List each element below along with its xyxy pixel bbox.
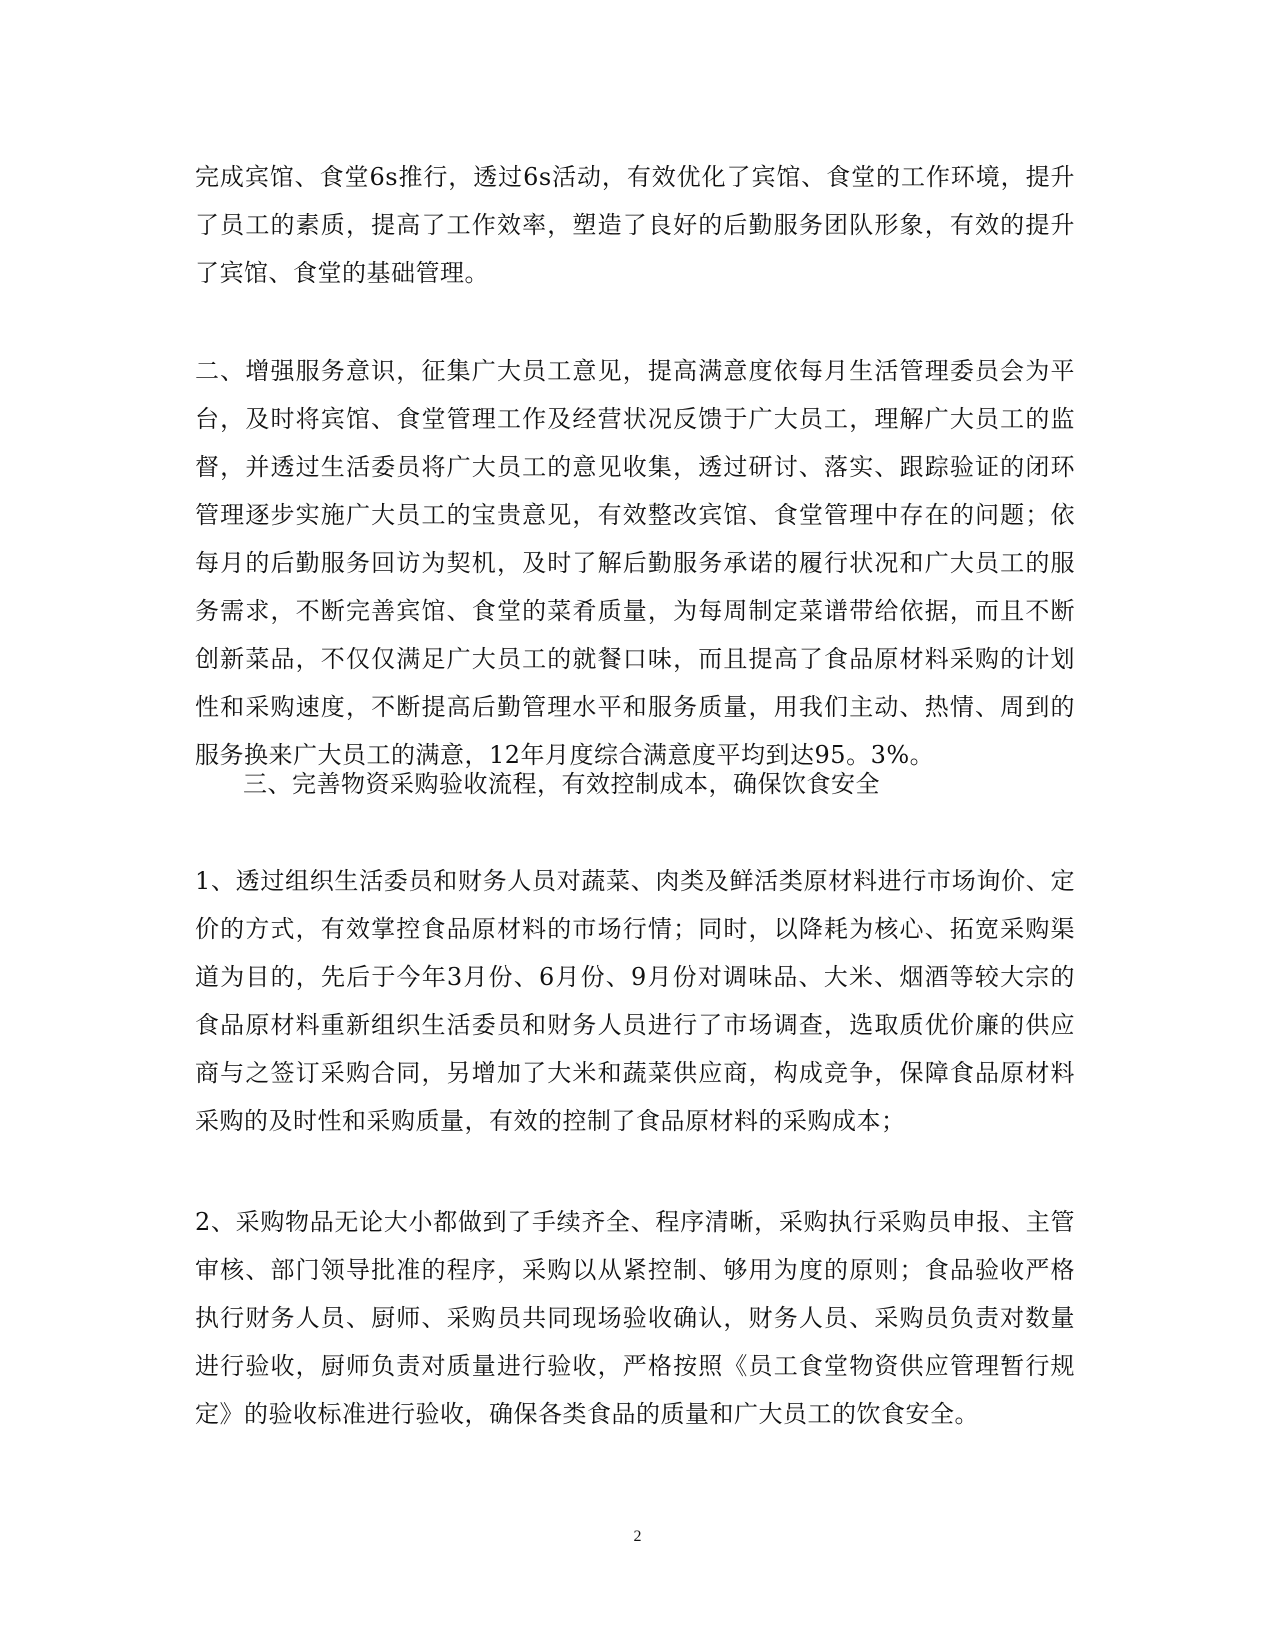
section-heading-procurement: 三、完善物资采购验收流程，有效控制成本，确保饮食安全 xyxy=(243,770,880,798)
paragraph-service-awareness: 二、增强服务意识，征集广大员工意见，提高满意度依每月生活管理委员会为平台，及时将宾馆、食堂管理工作及经营状况反馈于广大员工，理解广大员工的监督，并透过生活委员将广大员工的意见收集，透过研讨、落实、跟踪验证的闭环管理逐步实施广大员工的宝贵意见，有效整改宾馆、食堂管理中存在的问题；依每月的后勤服务回访为契机，及时了解后勤服务承诺的履行状况和广大员工的服务需求，不断完善宾馆、食堂的菜肴质量，为每周制定菜谱带给依据，而且不断创新菜品，不仅仅满足广大员工的就餐口味，而且提高了食品原材料采购的计划性和采购速度，不断提高后勤管理水平和服务质量，用我们主动、热情、周到的服务换来广大员工的满意，12年月度综合满意度平均到达95。3%。 xyxy=(195,357,1075,769)
paragraph-procurement-procedure: 2、采购物品无论大小都做到了手续齐全、程序清晰，采购执行采购员申报、主管审核、部门领导批准的程序，采购以从紧控制、够用为度的原则；食品验收严格执行财务人员、厨师、采购员共同现场验收确认，财务人员、采购员负责对数量进行验收，厨师负责对质量进行验收，严格按照《员工食堂物资供应管理暂行规定》的验收标准进行验收，确保各类食品的质量和广大员工的饮食安全。 xyxy=(195,1208,1075,1428)
paragraph-market-pricing: 1、透过组织生活委员和财务人员对蔬菜、肉类及鲜活类原材料进行市场询价、定价的方式，有效掌控食品原材料的市场行情；同时，以降耗为核心、拓宽采购渠道为目的，先后于今年3月份、6月份、9月份对调味品、大米、烟酒等较大宗的食品原材料重新组织生活委员和财务人员进行了市场调查，选取质优价廉的供应商与之签订采购合同，另增加了大米和蔬菜供应商，构成竞争，保障食品原材料采购的及时性和采购质量，有效的控制了食品原材料的采购成本； xyxy=(195,867,1075,1135)
paragraph-hotel-canteen-6s: 完成宾馆、食堂6s推行，透过6s活动，有效优化了宾馆、食堂的工作环境，提升了员工的素质，提高了工作效率，塑造了良好的后勤服务团队形象，有效的提升了宾馆、食堂的基础管理。 xyxy=(195,163,1075,287)
page-number: 2 xyxy=(633,1528,642,1545)
